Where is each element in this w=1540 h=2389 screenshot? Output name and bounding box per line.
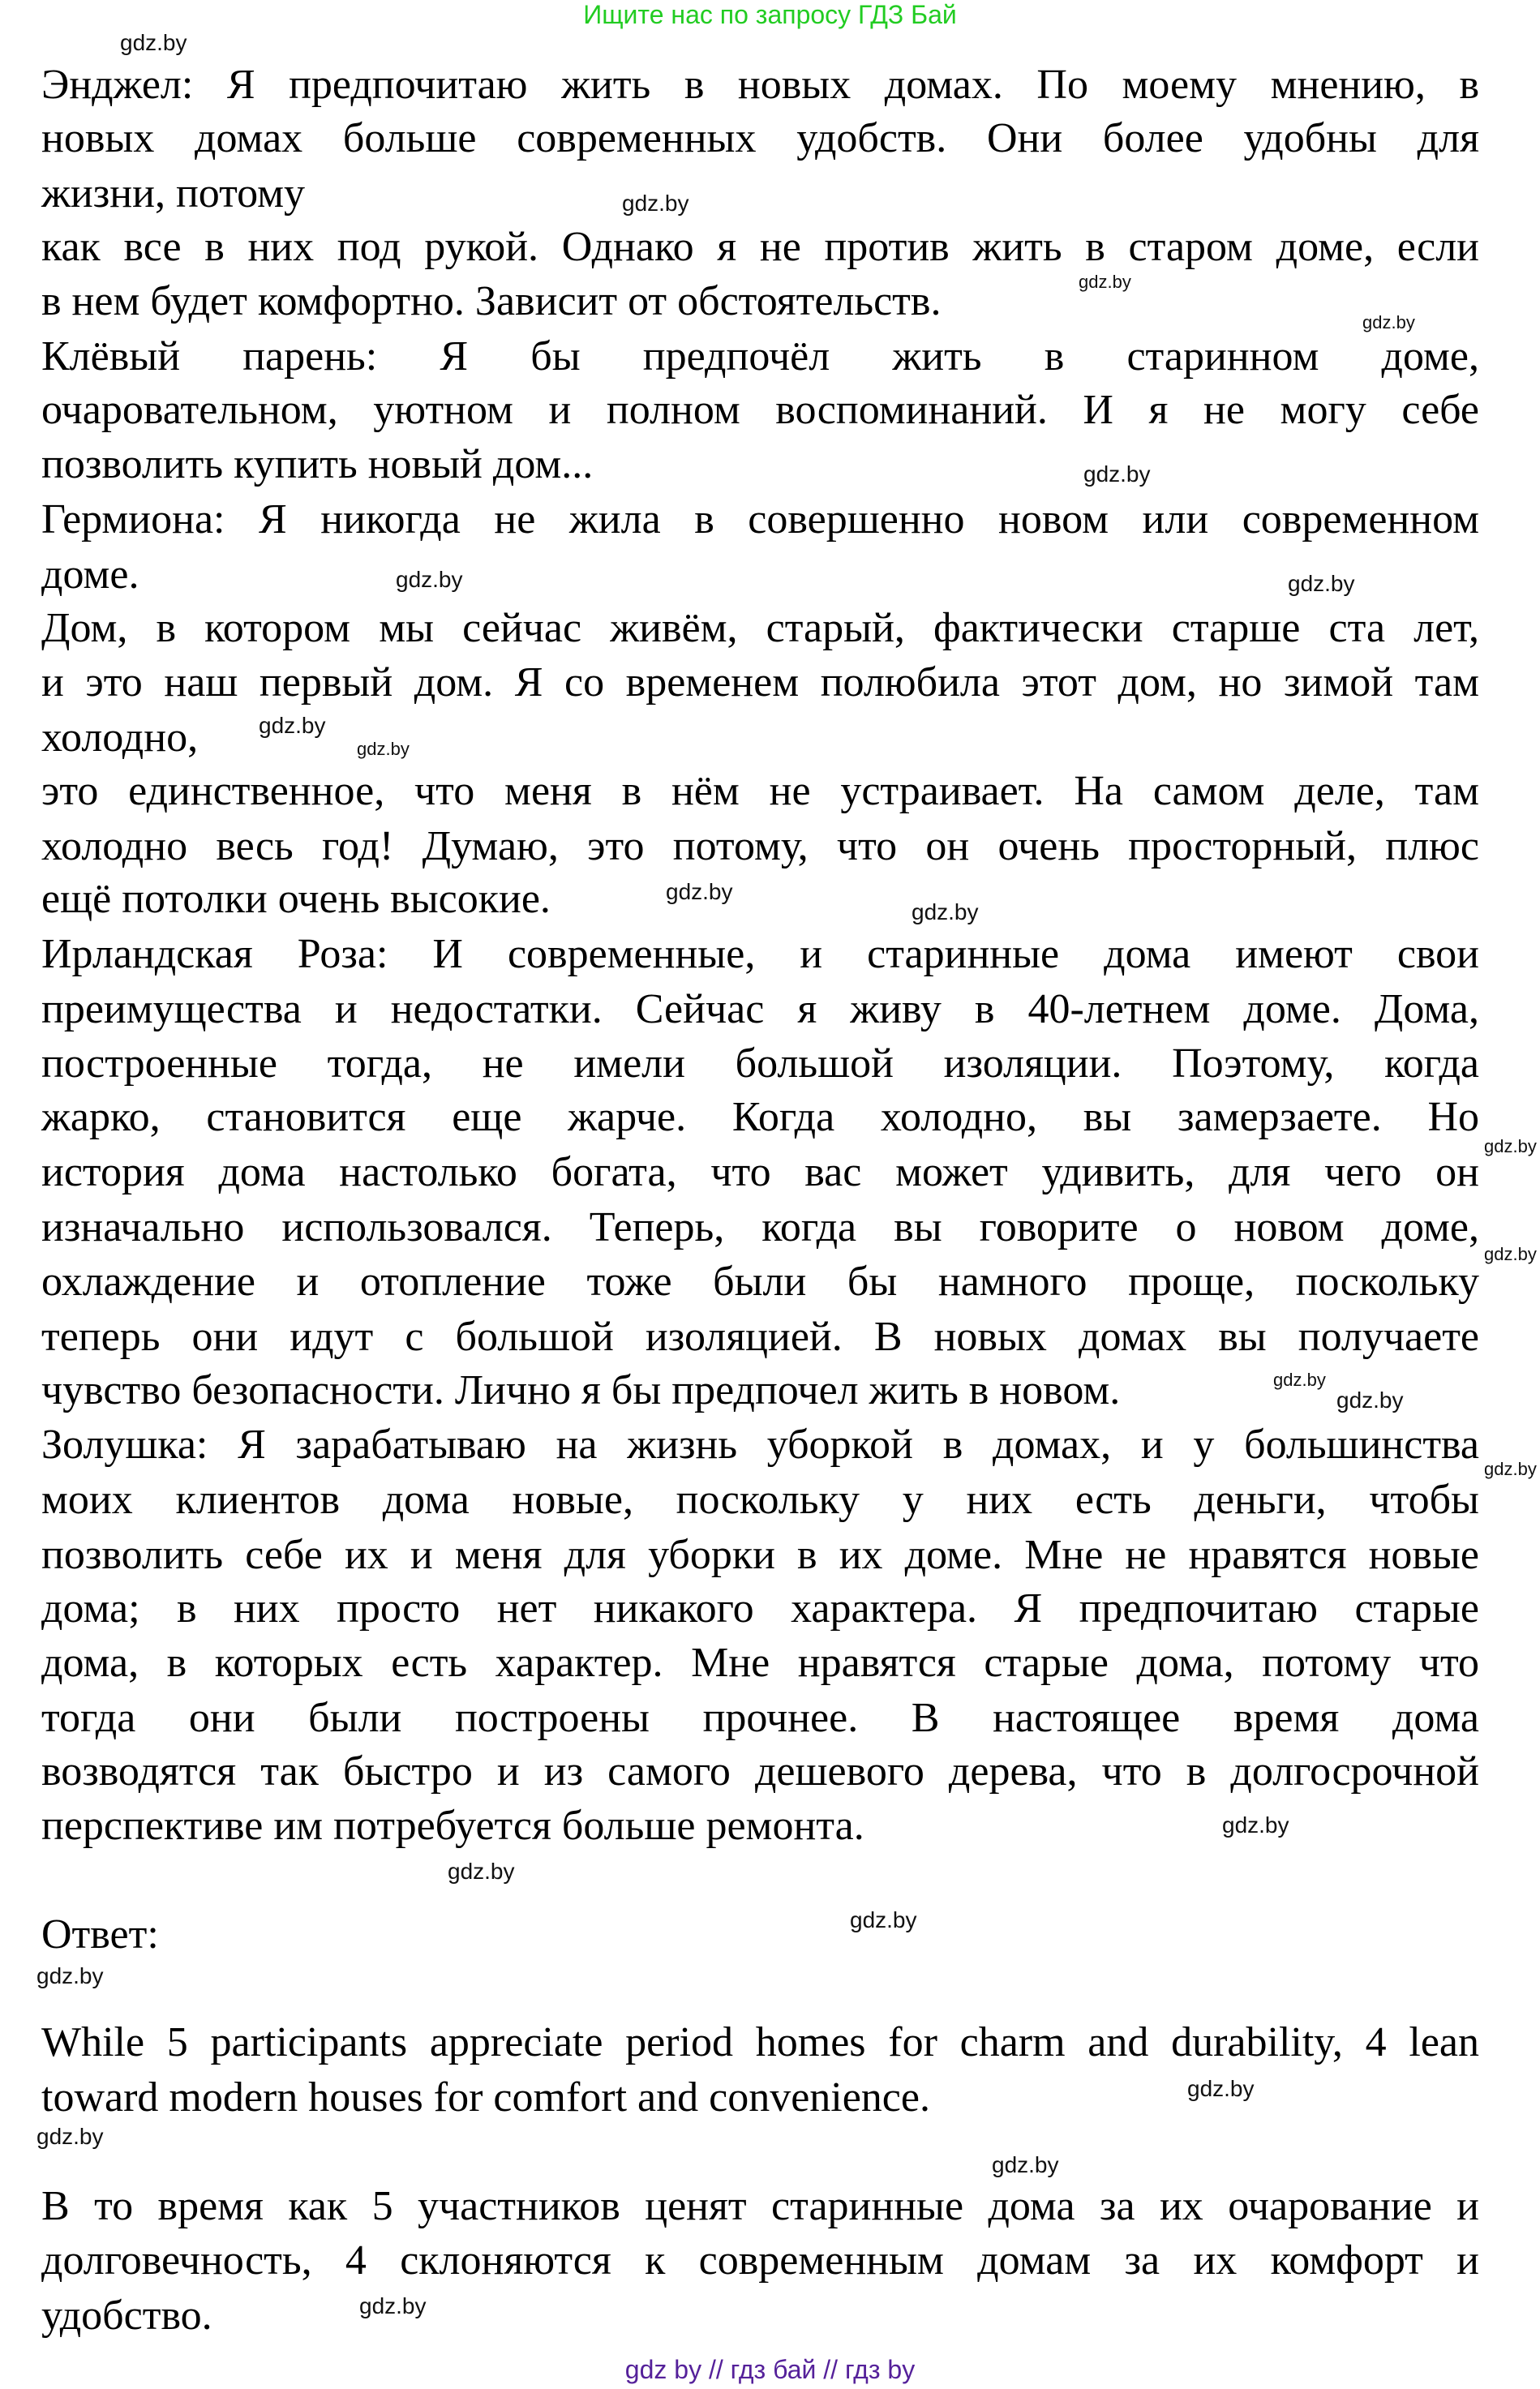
text-line: удобство.: [41, 2292, 212, 2339]
text-line: холодно весь год! Думаю, это потому, что он очень просторный, плюс: [41, 823, 1479, 869]
text-line: это единственное, что меня в нём не устраивает. На самом деле, там: [41, 768, 1479, 814]
watermark-text: gdz.by: [622, 191, 689, 216]
text-line: преимущества и недостатки. Сейчас я живу в 40-летнем доме. Дома,: [41, 986, 1479, 1032]
text-line: изначально использовался. Теперь, когда вы говорите о новом доме,: [41, 1204, 1479, 1250]
watermark-text: gdz.by: [1222, 1812, 1289, 1838]
text-line: ещё потолки очень высокие.: [41, 876, 551, 922]
text-line: позволить купить новый дом...: [41, 441, 594, 487]
watermark-text: gdz.by: [259, 713, 326, 738]
text-line: Дом, в котором мы сейчас живём, старый, фактически старше ста лет,: [41, 605, 1479, 651]
text-line: как все в них под рукой. Однако я не против жить в старом доме, если: [41, 224, 1479, 270]
watermark-text: gdz.by: [1273, 1370, 1326, 1390]
text-line: новых домах больше современных удобств. Они более удобны для: [41, 115, 1479, 161]
text-line: возводятся так быстро и из самого дешевого дерева, что в долгосрочной: [41, 1748, 1479, 1795]
text-line: доме.: [41, 551, 139, 598]
watermark-text: gdz.by: [1288, 571, 1355, 596]
text-line: перспективе им потребуется больше ремонта.: [41, 1803, 864, 1849]
text-line: чувство безопасности. Лично я бы предпочел жить в новом.: [41, 1367, 1121, 1413]
text-line: построенные тогда, не имели большой изоляции. Поэтому, когда: [41, 1040, 1479, 1087]
text-line: история дома настолько богата, что вас может удивить, для чего он: [41, 1149, 1479, 1195]
watermark-text: gdz.by: [1187, 2076, 1255, 2101]
text-line: Клёвый парень: Я бы предпочёл жить в старинном доме,: [41, 333, 1479, 380]
text-line: Гермиона: Я никогда не жила в совершенно новом или современном: [41, 496, 1479, 543]
text-line: холодно,: [41, 714, 199, 761]
text-line: Ирландская Роза: И современные, и старинные дома имеют свои: [41, 931, 1479, 977]
search-hint-banner: Ищите нас по запросу ГДЗ Бай: [583, 0, 957, 29]
watermark-text: gdz.by: [850, 1907, 917, 1932]
watermark-text: gdz.by: [396, 567, 463, 592]
text-line: очаровательном, уютном и полном воспоминаний. И я не могу себе: [41, 387, 1479, 433]
text-line: охлаждение и отопление тоже были бы намного проще, поскольку: [41, 1259, 1479, 1305]
watermark-text: gdz.by: [1484, 1459, 1537, 1479]
text-line: теперь они идут с большой изоляцией. В новых домах вы получаете: [41, 1314, 1479, 1360]
text-line: toward modern houses for comfort and convenience.: [41, 2074, 930, 2121]
watermark-text: gdz.by: [1079, 272, 1131, 292]
watermark-text: gdz.by: [357, 739, 410, 759]
watermark-text: gdz.by: [992, 2152, 1059, 2177]
watermark-text: gdz.by: [912, 899, 979, 924]
watermark-text: gdz.by: [1484, 1136, 1537, 1156]
watermark-text: gdz.by: [1083, 461, 1151, 487]
text-line: позволить себе их и меня для уборки в их доме. Мне не нравятся новые: [41, 1532, 1479, 1578]
text-line: While 5 participants appreciate period homes for charm and durability, 4 lean: [41, 2019, 1479, 2065]
text-line: дома; в них просто нет никакого характера. Я предпочитаю старые: [41, 1585, 1479, 1632]
text-line: тогда они были построены прочнее. В настоящее время дома: [41, 1695, 1479, 1741]
text-line: моих клиентов дома новые, поскольку у них есть деньги, чтобы: [41, 1477, 1479, 1523]
text-line: и это наш первый дом. Я со временем полюбила этот дом, но зимой там: [41, 659, 1479, 706]
text-line: Энджел: Я предпочитаю жить в новых домах. По моему мнению, в: [41, 62, 1479, 108]
text-line: в нем будет комфортно. Зависит от обстоятельств.: [41, 278, 942, 324]
footer-links[interactable]: gdz by // гдз бай // гдз by: [624, 2355, 916, 2384]
text-line: дома, в которых есть характер. Мне нравятся старые дома, потому что: [41, 1640, 1479, 1686]
watermark-text: gdz.by: [1484, 1244, 1537, 1264]
watermark-text: gdz.by: [36, 1963, 104, 1988]
watermark-text: gdz.by: [359, 2293, 427, 2318]
watermark-text: gdz.by: [120, 30, 187, 55]
answer-heading: Ответ:: [41, 1911, 159, 1958]
watermark-text: gdz.by: [1362, 312, 1415, 332]
text-line: жизни, потому: [41, 170, 306, 217]
watermark-text: gdz.by: [36, 2124, 104, 2149]
watermark-text: gdz.by: [448, 1859, 515, 1884]
watermark-text: gdz.by: [1336, 1388, 1404, 1413]
text-line: В то время как 5 участников ценят старинные дома за их очарование и: [41, 2183, 1479, 2229]
text-line: долговечность, 4 склоняются к современным домам за их комфорт и: [41, 2237, 1479, 2284]
text-line: Золушка: Я зарабатываю на жизнь уборкой в домах, и у большинства: [41, 1422, 1479, 1468]
watermark-text: gdz.by: [666, 879, 733, 904]
text-line: жарко, становится еще жарче. Когда холодно, вы замерзаете. Но: [41, 1094, 1479, 1140]
